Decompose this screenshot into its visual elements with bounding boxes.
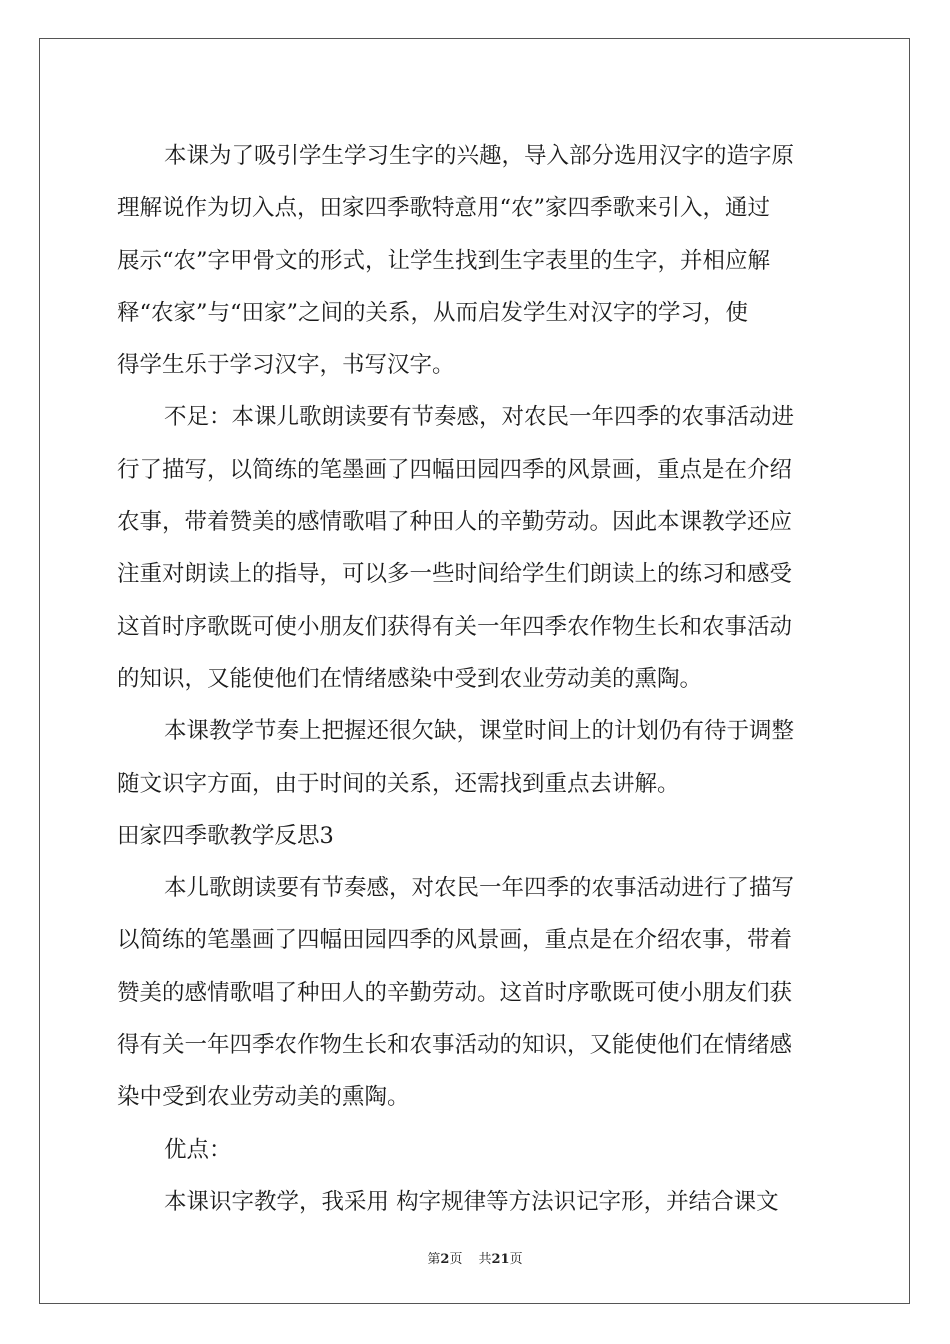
text-line: 的知识，又能使他们在情绪感染中受到农业劳动美的熏陶。 <box>117 665 703 692</box>
text-line: 本课教学节奏上把握还很欠缺，课堂时间上的计划仍有待于调整 <box>164 718 795 745</box>
text-line: 随文识字方面，由于时间的关系，还需找到重点去讲解。 <box>117 770 680 797</box>
text-line: 本课识字教学，我采用 构字规律等方法识记字形，并结合课文 <box>164 1188 779 1215</box>
text-line: 理解说作为切入点，田家四季歌特意用“农”家四季歌来引入，通过 <box>117 195 771 222</box>
text-line: 染中受到农业劳动美的熏陶。 <box>117 1084 410 1111</box>
text-line: 本课为了吸引学生学习生字的兴趣，导入部分选用汉字的造字原 <box>164 143 795 169</box>
text-line: 赞美的感情歌唱了种田人的辛勤劳动。这首时序歌既可使小朋友们获 <box>117 979 793 1006</box>
text-line: 展示“农”字甲骨文的形式，让学生找到生字表里的生字，并相应解 <box>117 247 771 274</box>
text-line: 本儿歌朗读要有节奏感，对农民一年四季的农事活动进行了描写 <box>164 875 795 902</box>
text-line: 优点： <box>164 1136 232 1163</box>
text-line: 得有关一年四季农作物生长和农事活动的知识，又能使他们在情绪感 <box>117 1032 793 1059</box>
total-prefix: 共 <box>478 1252 492 1267</box>
text-line: 得学生乐于学习汉字，书写汉字。 <box>117 352 455 379</box>
text-line: 注重对朗读上的指导，可以多一些时间给学生们朗读上的练习和感受 <box>117 561 793 588</box>
page-number: 2 <box>440 1252 450 1267</box>
page-suffix: 页 <box>449 1252 463 1267</box>
text-line: 不足：本课儿歌朗读要有节奏感，对农民一年四季的农事活动进 <box>164 404 795 431</box>
page-prefix: 第 <box>427 1252 441 1267</box>
text-line: 以简练的笔墨画了四幅田园四季的风景画，重点是在介绍农事，带着 <box>117 927 793 954</box>
text-line: 农事，带着赞美的感情歌唱了种田人的辛勤劳动。因此本课教学还应 <box>117 509 793 536</box>
total-pages: 21 <box>491 1252 510 1267</box>
section-heading: 田家四季歌教学反思3 <box>117 822 334 849</box>
text-line: 这首时序歌既可使小朋友们获得有关一年四季农作物生长和农事活动 <box>117 613 793 640</box>
text-line: 行了描写，以简练的笔墨画了四幅田园四季的风景画，重点是在介绍 <box>117 456 793 483</box>
text-line: 释“农家”与“田家”之间的关系，从而启发学生对汉字的学习，使 <box>117 299 749 326</box>
page-footer <box>0 1248 950 1267</box>
document-body <box>117 130 837 1228</box>
total-suffix: 页 <box>509 1252 523 1267</box>
